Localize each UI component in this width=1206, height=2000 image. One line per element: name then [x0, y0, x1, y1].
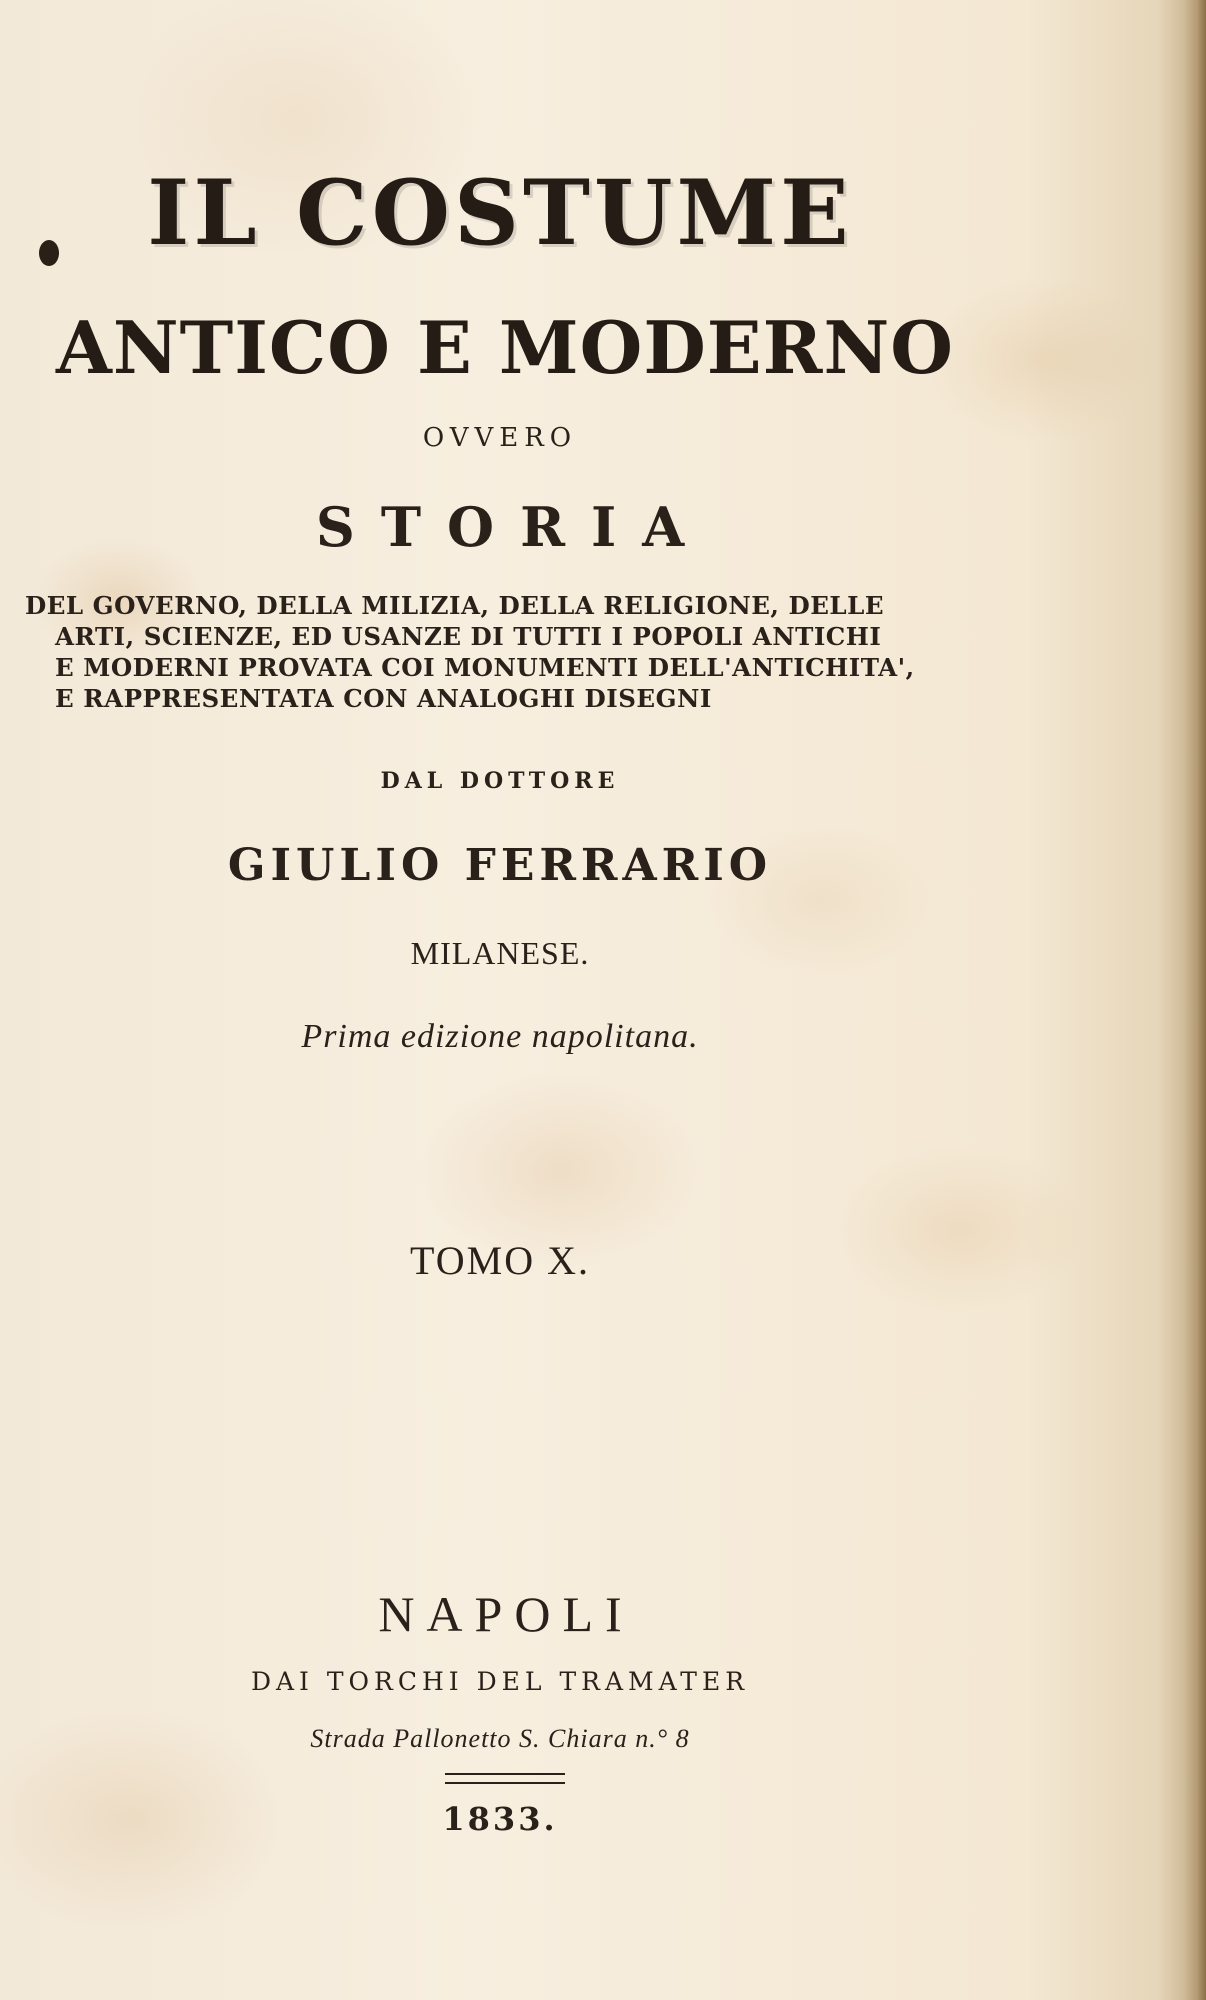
title-line-2: ANTICO E MODERNO	[55, 305, 955, 390]
description-line: E MODERNI PROVATA COI MONUMENTI DELL'ANTICHITA',	[55, 653, 915, 682]
volume-number: TOMO X.	[410, 1238, 590, 1283]
title-connector: OVVERO	[422, 423, 578, 453]
title-line-1: IL COSTUME	[147, 160, 853, 266]
imprint-printer: DAI TORCHI DEL TRAMATER	[250, 1667, 750, 1696]
author-name: GIULIO FERRARIO	[227, 840, 773, 891]
imprint-city: NAPOLI	[378, 1586, 634, 1642]
description-line: DEL GOVERNO, DELLA MILIZIA, DELLA RELIGIONE, DELLE	[25, 591, 885, 620]
double-rule-divider	[445, 1773, 565, 1784]
imprint-address: Strada Pallonetto S. Chiara n.° 8	[310, 1724, 690, 1753]
edition-note: Prima edizione napolitana.	[301, 1018, 699, 1055]
description-line: E RAPPRESENTATA CON ANALOGHI DISEGNI	[55, 684, 712, 713]
author-origin: MILANESE.	[410, 935, 590, 971]
title-subject: STORIA	[315, 495, 711, 559]
imprint-year: 1833.	[442, 1800, 558, 1838]
page-edge	[1184, 0, 1206, 2000]
description-line: ARTI, SCIENZE, ED USANZE DI TUTTI I POPOLI ANTICHI	[55, 622, 882, 651]
description-block	[25, 590, 995, 714]
author-prefix: DAL DOTTORE	[380, 768, 620, 794]
